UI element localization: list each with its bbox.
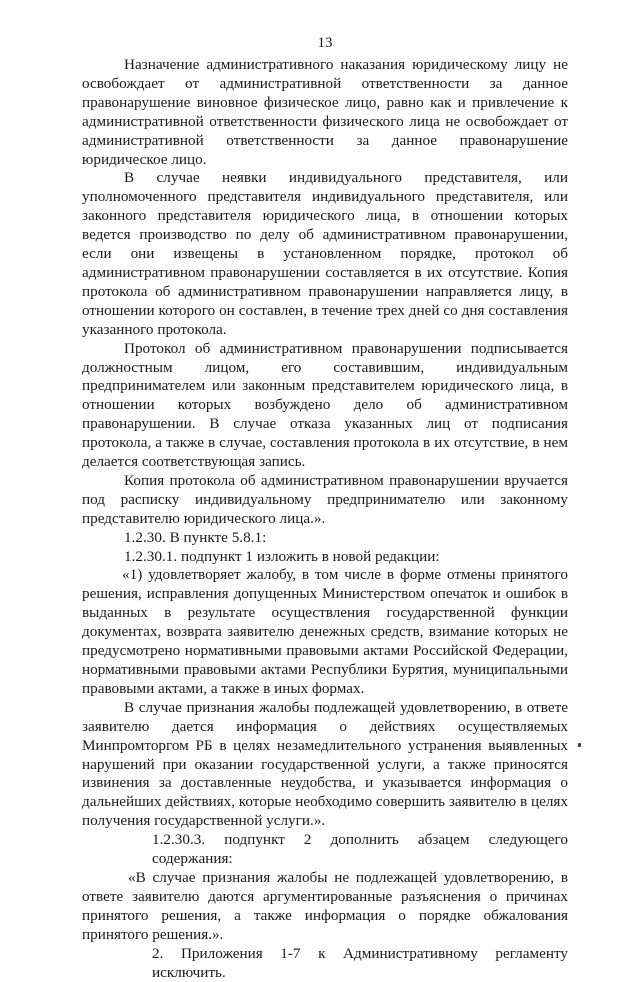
paragraph-absence-protocol: В случае неявки индивидуального представителя, или уполномоченного представителя индивидуального представителя, или законного представителя юридического лица, в отношении которых ведется производство по делу об административном правонарушении, если они извещены в установленном порядке, протокол об административном правонарушении составляется в их отсутствие. Копия протокола об административном правонарушении направляется лицу, в отношении которого он составлен, в течение трех дней со дня составления указанного протокола. [82,169,568,338]
paragraph-complaint-satisfied: В случае признания жалобы подлежащей удовлетворению, в ответе заявителю дается информация о действиях осуществляемых Минпромторгом РБ в целях незамедлительного устранения выявленных нарушений при оказании государственной услуги, а также приносятся извинения за доставленные неудобства, и указывается информация о дальнейших действиях, которые необходимо совершить заявителю в целях получения государственной услуги.». [82,698,568,830]
quote-subitem-1: «1) удовлетворяет жалобу, в том числе в форме отмены принятого решения, исправления допущенных Министерством опечаток и ошибок в выданных в результате осуществления государственной функции документах, возврата заявителю денежных средств, взимание которых не предусмотрено нормативными правовыми актами Российской Федерации, нормативными правовыми актами Республики Бурятия, муниципальными правовыми актами, а также в иных формах. [82,566,568,697]
paragraph-protocol-signing: Протокол об административном правонарушении подписывается должностным лицом, его составившим, индивидуальным предпринимателем или законным представителем юридического лица, в отношении которых возбуждено дело об административном правонарушении. В случае отказа указанных лиц от подписания протокола, а также в случае, составления протокола в их отсутствие, в нем делается соответствующая запись. [82,339,568,471]
clause-1-2-30-1: 1.2.30.1. подпункт 1 изложить в новой редакции: [124,547,440,565]
clause-1-2-30-3: 1.2.30.3. подпункт 2 дополнить абзацем следующего содержания: [152,831,568,868]
scan-speck [578,743,581,747]
page-number: 13 [317,35,333,51]
quote-complaint-rejected: «В случае признания жалобы не подлежащей удовлетворению, в ответе заявителю даются аргументированные разъяснения о причинах принятого решения, а также информация о порядке обжалования принятого решения.». [82,868,568,943]
paragraph-liability-legal-entity: Назначение административного наказания юридическому лицу не освобождает от административной ответственности за данное правонарушение виновное физическое лицо, равно как и привлечение к административной ответственности физического лица не освобождает от административной ответственности за данное правонарушение юридическое лицо. [82,56,568,168]
clause-1-2-30: 1.2.30. В пункте 5.8.1: [124,528,267,546]
paragraph-protocol-copy: Копия протокола об административном правонарушении вручается под расписку индивидуальному предпринимателю или законному представителю юридического лица.». [82,471,568,527]
clause-2-appendices: 2. Приложения 1-7 к Административному регламенту исключить. [152,944,568,981]
